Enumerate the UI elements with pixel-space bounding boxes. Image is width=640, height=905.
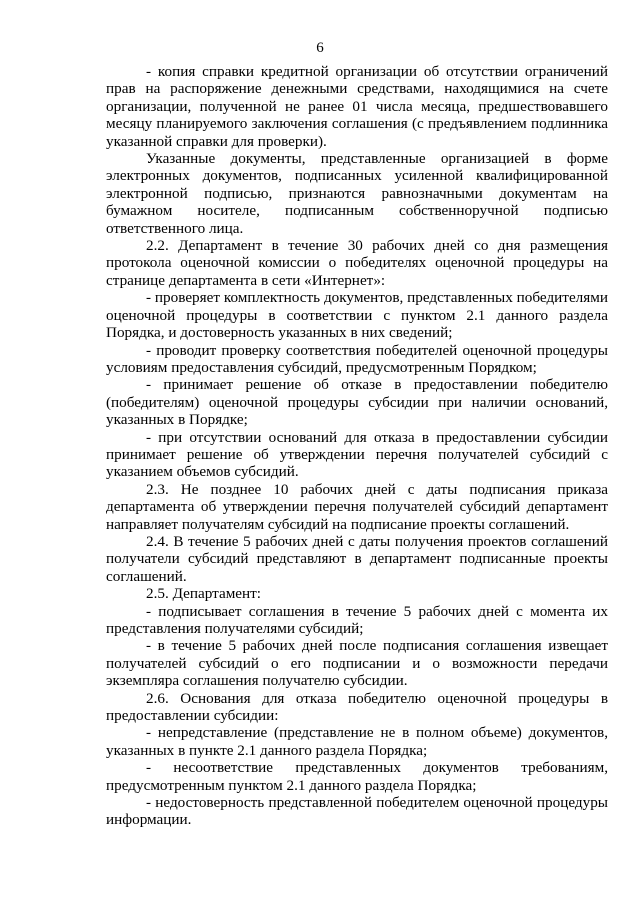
paragraph: - подписывает соглашения в течение 5 рабочих дней с момента их представления получателями субсидий; <box>106 602 608 637</box>
paragraph: - при отсутствии оснований для отказа в предоставлении субсидии принимает решение об утверждении перечня получателей субсидий с указанием объемов субсидий. <box>106 428 608 481</box>
paragraph: 2.5. Департамент: <box>146 585 262 603</box>
paragraph: - принимает решение об отказе в предоставлении победителю (победителям) оценочной процедуры субсидии при наличии оснований, указанных в Порядке; <box>106 376 608 429</box>
paragraph: 2.2. Департамент в течение 30 рабочих дней со дня размещения протокола оценочной комиссии о победителях оценочной процедуры на странице департамента в сети «Интернет»: <box>106 237 608 289</box>
document-body <box>106 63 608 829</box>
paragraph: - копия справки кредитной организации об отсутствии ограничений прав на распоряжение денежными средствами, находящимися на счете организации, полученной не ранее 01 числа месяца, предшествовавшего месяцу планируемого заключения соглашения (с предъявлением подлинника указанной справки для проверки). <box>106 63 608 150</box>
paragraph: Указанные документы, представленные организацией в форме электронных документов, подписанных усиленной квалифицированной электронной подписью, признаются равнозначными документам на бумажном носителе, подписанным собственноручной подписью ответственного лица. <box>106 150 608 237</box>
page-number: 6 <box>316 40 324 56</box>
paragraph: - проверяет комплектность документов, представленных победителями оценочной процедуры в соответствии с пунктом 2.1 данного раздела Порядка, и достоверность указанных в них сведений; <box>106 289 608 342</box>
paragraph: 2.6. Основания для отказа победителю оценочной процедуры в предоставлении субсидии: <box>106 689 608 725</box>
paragraph: - недостоверность представленной победителем оценочной процедуры информации. <box>106 794 608 829</box>
paragraph: - в течение 5 рабочих дней после подписания соглашения извещает получателей субсидий о его подписании и о возможности передачи экземпляра соглашения получателю субсидии. <box>106 637 608 690</box>
paragraph: - проводит проверку соответствия победителей оценочной процедуры условиям предоставления субсидий, предусмотренным Порядком; <box>106 341 608 376</box>
paragraph: 2.3. Не позднее 10 рабочих дней с даты подписания приказа департамента об утверждении перечня получателей субсидий департамент направляет получателям субсидий на подписание проекты соглашений. <box>106 480 608 533</box>
paragraph: - непредставление (представление не в полном объеме) документов, указанных в пункте 2.1 данного раздела Порядка; <box>106 724 608 759</box>
paragraph: - несоответствие представленных документов требованиям, предусмотренным пунктом 2.1 данного раздела Порядка; <box>106 759 608 794</box>
paragraph: 2.4. В течение 5 рабочих дней с даты получения проектов соглашений получатели субсидий представляют в департамент подписанные проекты соглашений. <box>106 532 608 585</box>
